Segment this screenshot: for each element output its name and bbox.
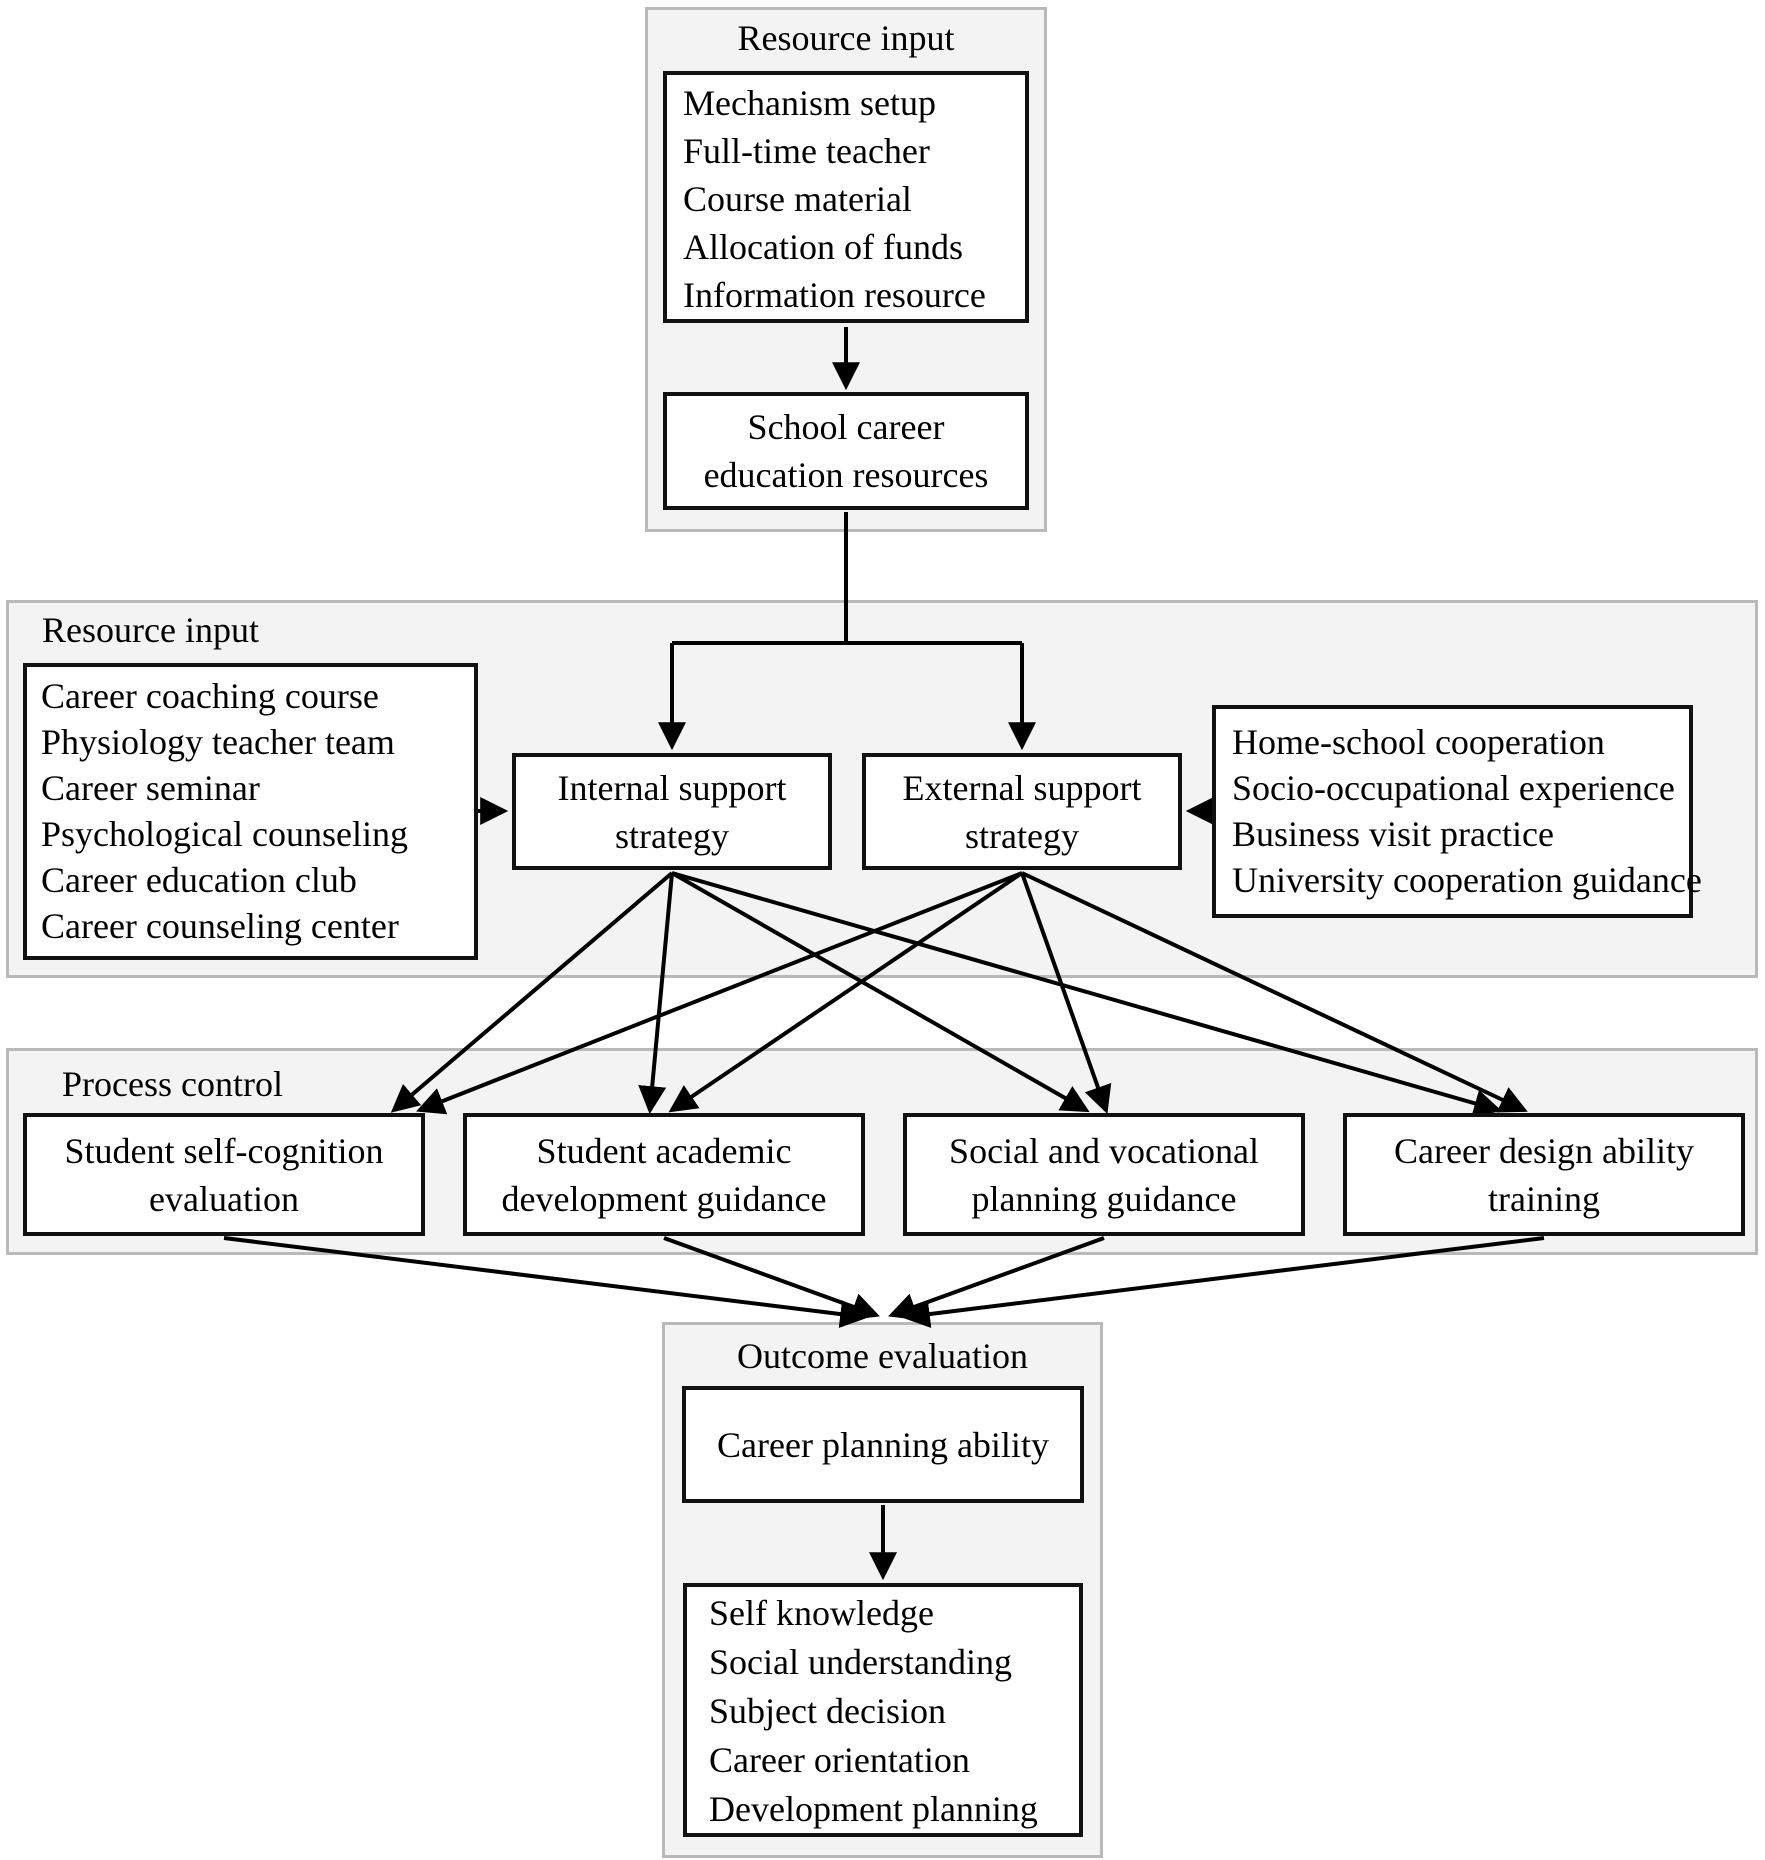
box-school-career-education-resources: School career education resources bbox=[663, 392, 1029, 510]
box-external-support-strategy: External support strategy bbox=[862, 753, 1182, 870]
list-item: Career coaching course bbox=[41, 676, 379, 716]
list-item: Allocation of funds bbox=[683, 227, 963, 267]
box-outcome-list bbox=[683, 1583, 1083, 1837]
list-item: Career education club bbox=[41, 860, 357, 900]
box-process-social-vocational-planning-guidance: Social and vocational planning guidance bbox=[903, 1113, 1305, 1236]
list-item: University cooperation guidance bbox=[1232, 860, 1702, 900]
band-label-outcome-evaluation: Outcome evaluation bbox=[737, 1336, 1028, 1376]
band-label-process-control: Process control bbox=[62, 1064, 283, 1104]
band-label-resource-input-middle: Resource input bbox=[42, 610, 259, 650]
list-item: Physiology teacher team bbox=[41, 722, 395, 762]
list-item: Mechanism setup bbox=[683, 83, 936, 123]
box-internal-support-strategy: Internal support strategy bbox=[512, 753, 832, 870]
arrow-internal-to-process2 bbox=[650, 873, 672, 1110]
arrow-process3-to-outcome bbox=[892, 1238, 1104, 1315]
list-item: Psychological counseling bbox=[41, 814, 408, 854]
box-internal-input-list bbox=[23, 663, 478, 960]
box-process-student-academic-development-guidance: Student academic development guidance bbox=[463, 1113, 865, 1236]
box-resource-items bbox=[663, 71, 1029, 323]
list-item: Career counseling center bbox=[41, 906, 399, 946]
arrow-process4-to-outcome bbox=[906, 1238, 1544, 1317]
list-item: Home-school cooperation bbox=[1232, 722, 1605, 762]
list-item: Information resource bbox=[683, 275, 986, 315]
list-item: Full-time teacher bbox=[683, 131, 930, 171]
box-career-planning-ability: Career planning ability bbox=[682, 1386, 1084, 1503]
list-item: Career seminar bbox=[41, 768, 260, 808]
list-item: Self knowledge bbox=[709, 1593, 934, 1633]
box-process-student-self-cognition-evaluation: Student self-cognition evaluation bbox=[23, 1113, 425, 1236]
list-item: Course material bbox=[683, 179, 912, 219]
box-external-input-list bbox=[1212, 705, 1702, 918]
band-label-resource-input-top: Resource input bbox=[737, 18, 955, 58]
list-item: Development planning bbox=[709, 1789, 1038, 1829]
list-item: Business visit practice bbox=[1232, 814, 1554, 854]
box-process-career-design-ability-training: Career design ability training bbox=[1343, 1113, 1745, 1236]
list-item: Socio-occupational experience bbox=[1232, 768, 1675, 808]
arrow-internal-to-process3 bbox=[672, 873, 1086, 1110]
list-item: Subject decision bbox=[709, 1691, 946, 1731]
list-item: Career orientation bbox=[709, 1740, 970, 1780]
list-item: Social understanding bbox=[709, 1642, 1012, 1682]
